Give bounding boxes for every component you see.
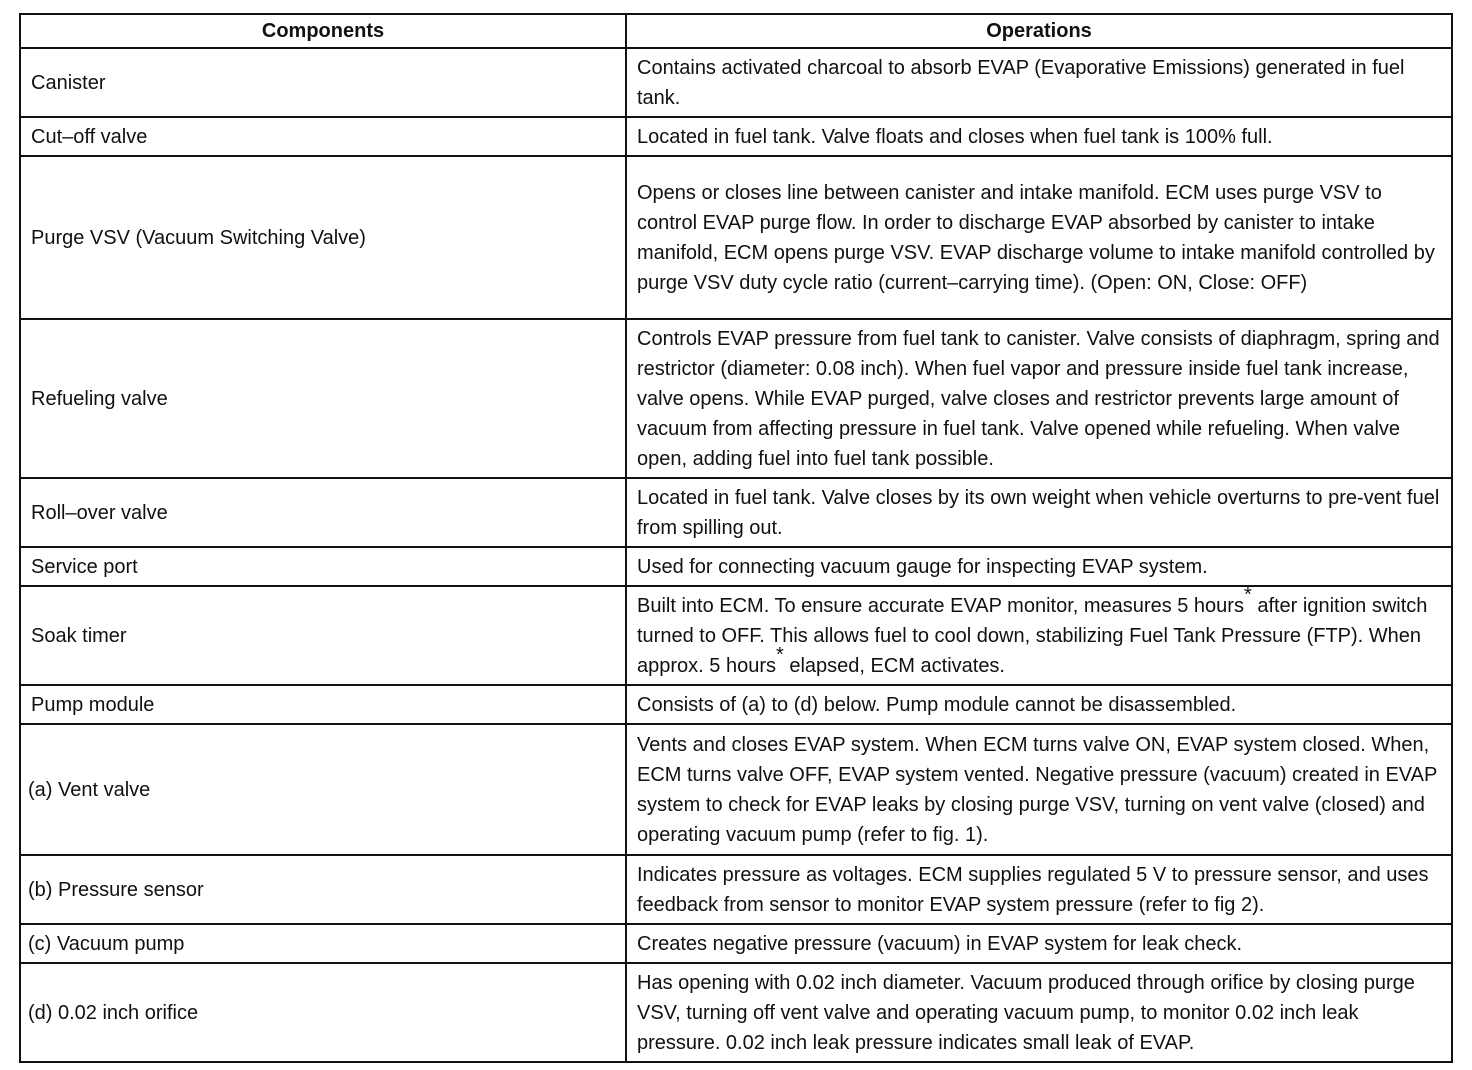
operation-cell: Consists of (a) to (d) below. Pump module cannot be disassembled. <box>626 685 1452 724</box>
components-column-header: Components <box>20 14 626 48</box>
component-cell: Purge VSV (Vacuum Switching Valve) <box>20 156 626 319</box>
table-header-row <box>20 14 1452 48</box>
component-cell: (c) Vacuum pump <box>20 924 626 963</box>
component-cell: Canister <box>20 48 626 117</box>
component-cell: Roll–over valve <box>20 478 626 547</box>
table-row <box>20 156 1452 319</box>
operation-cell: Has opening with 0.02 inch diameter. Vacuum produced through orifice by closing purge VSV, turning off vent valve and operating vacuum pump, to monitor 0.02 inch leak pressure. 0.02 inch leak pressure indicates small leak of EVAP. <box>626 963 1452 1062</box>
table-row <box>20 586 1452 685</box>
operation-text-part: Built into ECM. To ensure accurate EVAP monitor, measures 5 hours <box>637 595 1244 617</box>
component-cell: (b) Pressure sensor <box>20 855 626 924</box>
operation-cell: Used for connecting vacuum gauge for inspecting EVAP system. <box>626 547 1452 586</box>
table-row <box>20 547 1452 586</box>
table-row <box>20 117 1452 156</box>
component-cell: Service port <box>20 547 626 586</box>
table-row <box>20 48 1452 117</box>
operation-text-part: after ignition switch turned to OFF. This allows fuel to cool down, stabilizing Fuel Tank Pressure (FTP). When approx. 5 hours <box>637 595 1428 677</box>
operation-cell: Located in fuel tank. Valve closes by its own weight when vehicle overturns to pre-vent fuel from spilling out. <box>626 478 1452 547</box>
table-row <box>20 319 1452 478</box>
table-row <box>20 478 1452 547</box>
component-cell: Pump module <box>20 685 626 724</box>
operation-cell: Contains activated charcoal to absorb EVAP (Evaporative Emissions) generated in fuel tank. <box>626 48 1452 117</box>
evap-components-table <box>19 13 1453 1063</box>
operation-cell: Indicates pressure as voltages. ECM supplies regulated 5 V to pressure sensor, and uses feedback from sensor to monitor EVAP system pressure (refer to fig 2). <box>626 855 1452 924</box>
table-row <box>20 685 1452 724</box>
table-row <box>20 724 1452 855</box>
operation-text-part: elapsed, ECM activates. <box>783 655 1005 677</box>
footnote-asterisk: * <box>1243 584 1252 607</box>
component-cell: Refueling valve <box>20 319 626 478</box>
table-row <box>20 924 1452 963</box>
table-row <box>20 855 1452 924</box>
operation-cell: Vents and closes EVAP system. When ECM turns valve ON, EVAP system closed. When, ECM turns valve OFF, EVAP system vented. Negative pressure (vacuum) created in EVAP system to check for EVAP leaks by closing purge VSV, turning on vent valve (closed) and operating vacuum pump (refer to fig. 1). <box>626 724 1452 855</box>
table-row <box>20 963 1452 1062</box>
operation-cell <box>626 586 1452 685</box>
operation-cell: Opens or closes line between canister and intake manifold. ECM uses purge VSV to control EVAP purge flow. In order to discharge EVAP absorbed by canister to intake manifold, ECM opens purge VSV. EVAP discharge volume to intake manifold controlled by purge VSV duty cycle ratio (current–carrying time). (Open: ON, Close: OFF) <box>626 156 1452 319</box>
footnote-asterisk: * <box>775 644 784 667</box>
operations-column-header: Operations <box>626 14 1452 48</box>
operation-cell: Located in fuel tank. Valve floats and closes when fuel tank is 100% full. <box>626 117 1452 156</box>
component-cell: (a) Vent valve <box>20 724 626 855</box>
operation-cell: Controls EVAP pressure from fuel tank to canister. Valve consists of diaphragm, spring and restrictor (diameter: 0.08 inch). When fuel vapor and pressure inside fuel tank increase, valve opens. While EVAP purged, valve closes and restrictor prevents large amount of vacuum from affecting pressure in fuel tank. Valve opened while refueling. When valve open, adding fuel into fuel tank possible. <box>626 319 1452 478</box>
component-cell: (d) 0.02 inch orifice <box>20 963 626 1062</box>
component-cell: Soak timer <box>20 586 626 685</box>
operation-cell: Creates negative pressure (vacuum) in EVAP system for leak check. <box>626 924 1452 963</box>
component-cell: Cut–off valve <box>20 117 626 156</box>
